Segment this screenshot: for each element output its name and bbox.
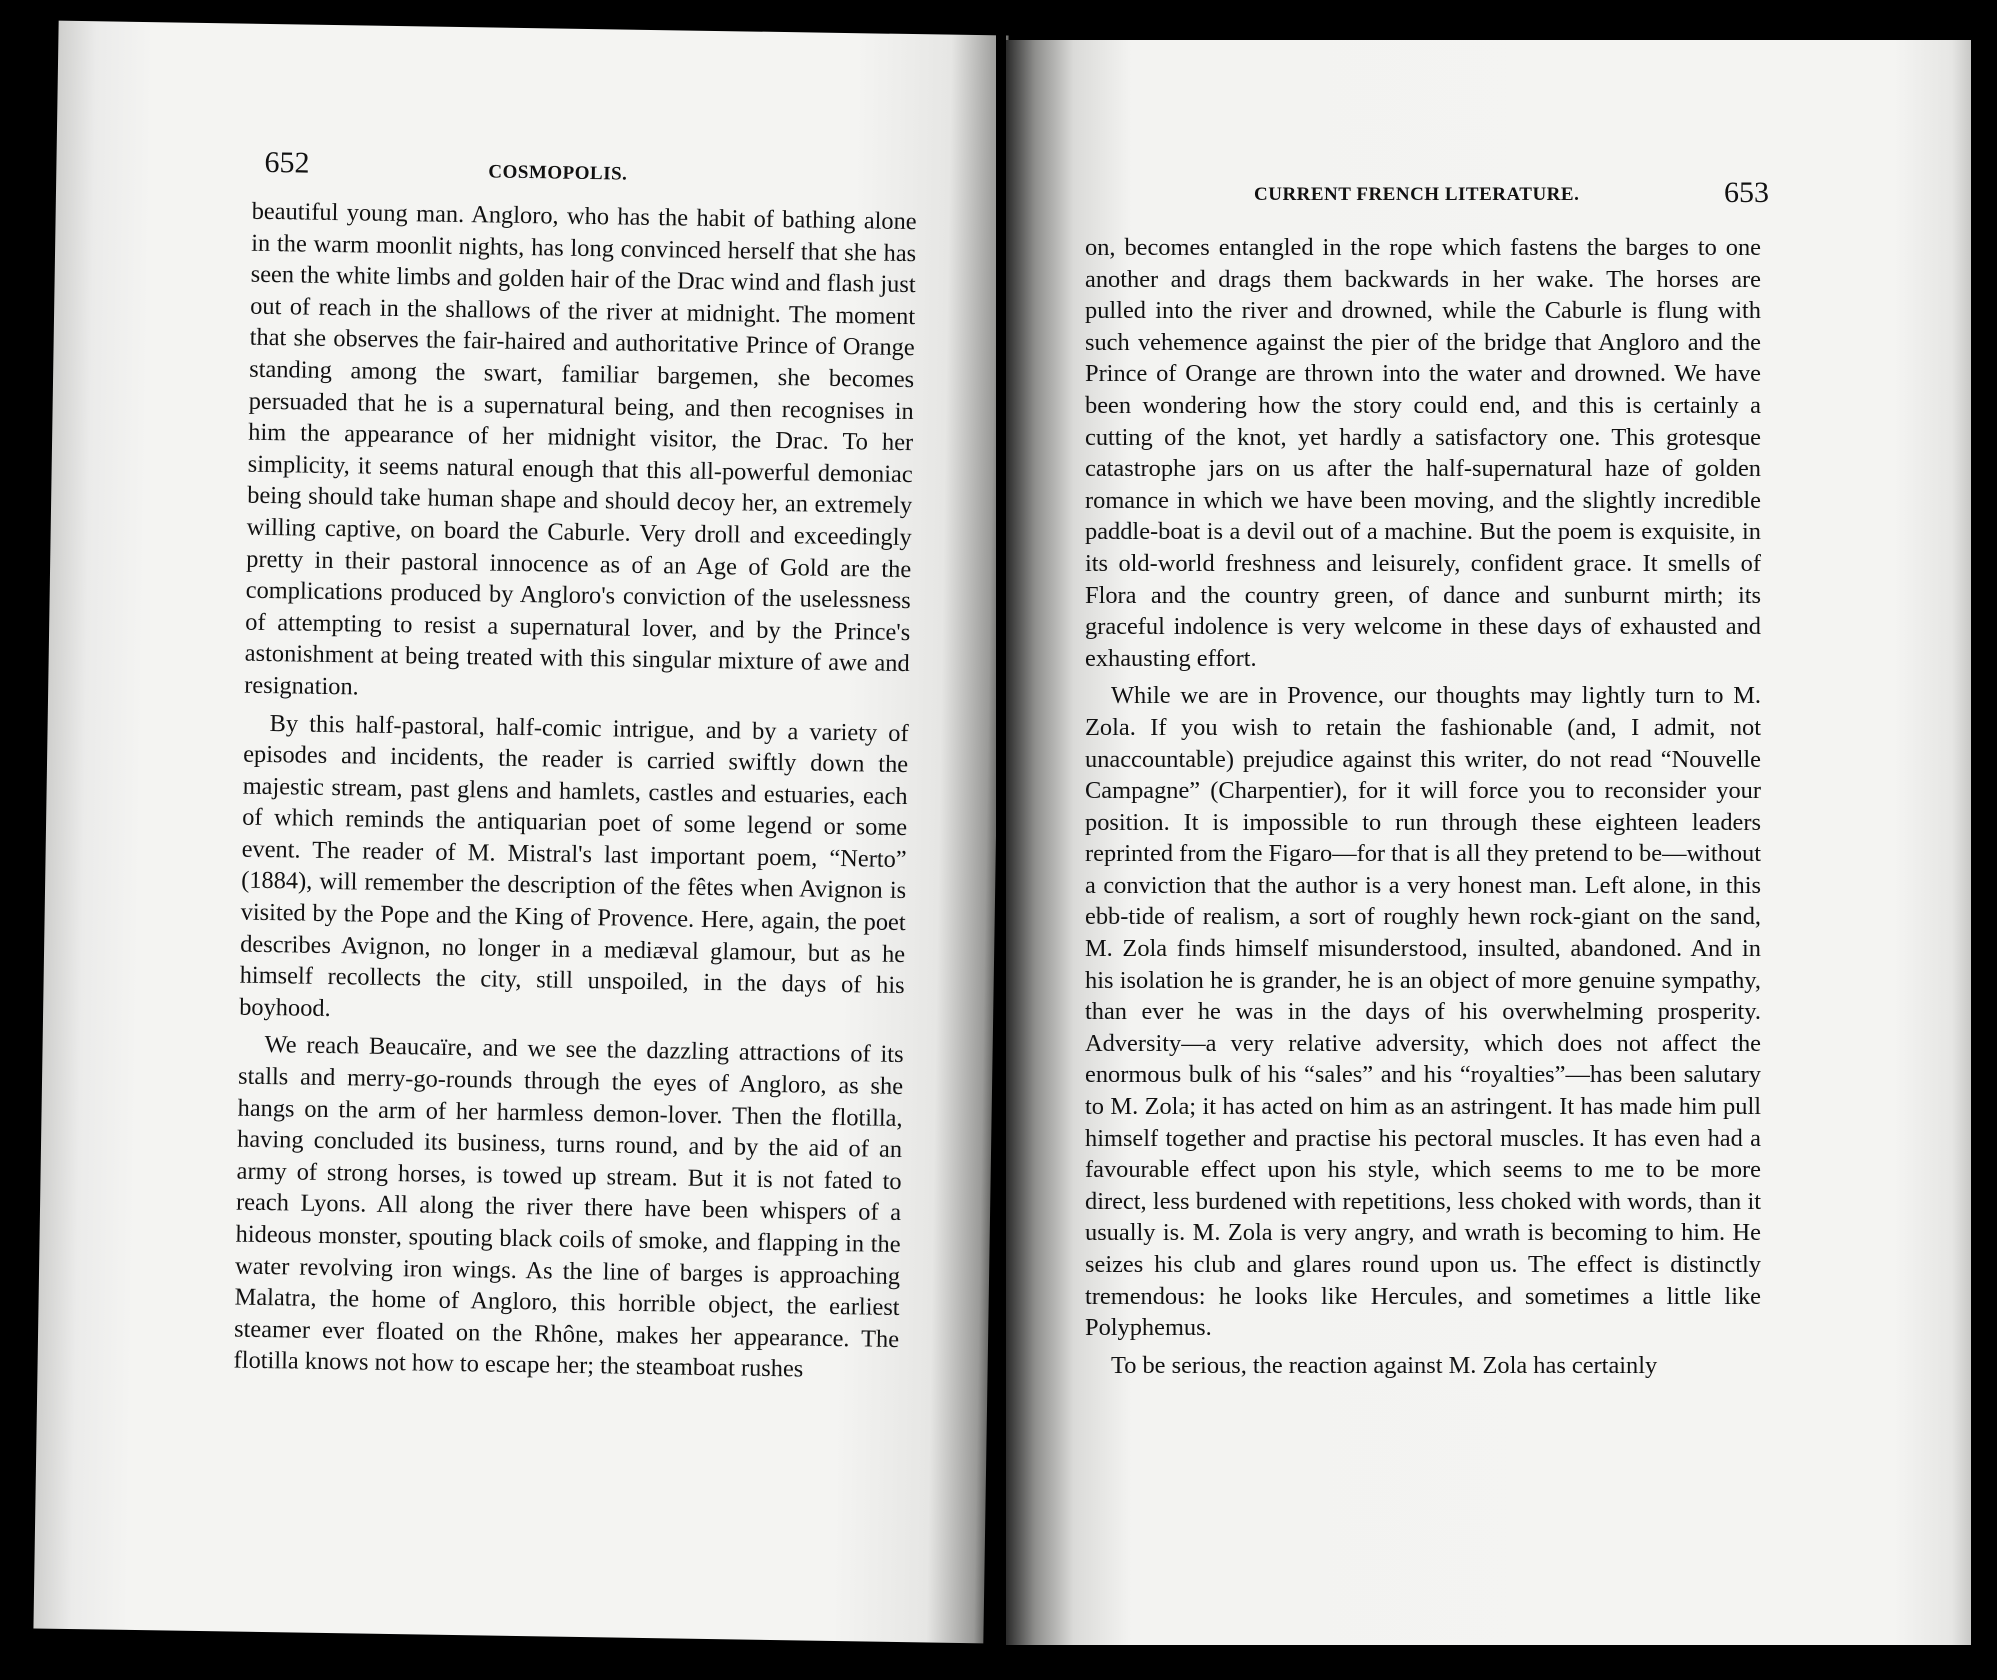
left-body-text (233, 196, 916, 1387)
book-gutter (996, 0, 1006, 1680)
right-paragraph-2: While we are in Provence, our thoughts may lightly turn to M. Zola. If you wish to retain the fashionable (and, I admit, not unaccountable) prejudice against this writer, do not read “Nouvelle Campagne” (Charpentier), for it will force you to reconsider your position. It is impossible to run through these eighteen leaders reprinted from the Figaro—for that is all they pretend to be—without a conviction that the author is a very honest man. Left alone, in this ebb-tide of realism, a sort of roughly hewn rock-giant on the sand, M. Zola finds himself misunderstood, insulted, abandoned. And in his isolation he is grander, he is an object of more genuine sympathy, than ever he was in the days of his overwhelming prosperity. Adversity—a very relative adversity, which does not affect the enormous bulk of his “sales” and his “royalties”—has been salutary to M. Zola; it has acted on him as an astringent. It has made him pull himself together and practise his pectoral muscles. It has even had a favourable effect upon his style, which seems to me to be more direct, less burdened with repetitions, less choked with words, than it usually is. M. Zola is very angry, and wrath is becoming to him. He seizes his club and glares round upon us. The effect is distinctly tremendous: he looks like Hercules, and sometimes a little like Polyphemus. (1085, 682, 1761, 1342)
right-page-number: 653 (1724, 176, 1769, 209)
left-paragraph-2: By this half-pastoral, half-comic intrigue, and by a variety of episodes and incidents, the reader is carried swiftly down the majestic stream, past glens and hamlets, castles and estuaries, each of which reminds the antiquarian poet of some legend or some event. The reader of M. Mistral's last important poem, “Nerto” (1884), will remember the description of the fêtes when Avignon is visited by the Pope and the King of Provence. Here, again, the poet describes Avignon, no longer in a mediæval glamour, but as he himself recollects the city, still unspoiled, in the days of his boyhood. (239, 709, 909, 1022)
left-page (33, 21, 1008, 1644)
left-paragraph-1: beautiful young man. Angloro, who has the habit of bathing alone in the warm moonlit nights, has long convinced herself that she has seen the white limbs and golden hair of the Drac wind and flash just out of reach in the shallows of the river at midnight. The moment that she observes the fair-haired and authoritative Prince of Orange standing among the swart, familiar bargemen, she becomes persuaded that he is a supernatural being, and then recognises in him the appearance of her midnight visitor, the Drac. To her simplicity, it seems natural enough that this all-powerful demoniac being should take human shape and should decoy her, an extremely willing captive, on board the Caburle. Very droll and exceedingly pretty in their pastoral innocence as of an Age of Gold are the complications produced by Angloro's conviction of the uselessness of attempting to resist a supernatural lover, and by the Prince's astonishment at being treated with this singular mixture of awe and resignation. (244, 197, 917, 701)
left-paragraph-3: We reach Beaucaïre, and we see the dazzling attractions of its stalls and merry-go-rounds through the eyes of Angloro, as she hangs on the arm of her harmless demon-lover. Then the flotilla, having concluded its business, turns round, and by the aid of an army of strong horses, is towed up stream. But it is not fated to reach Lyons. All along the river there have been whispers of a hideous monster, spouting black coils of smoke, and flapping in the water revolving iron wings. As the line of barges is approaching Malatra, the home of Angloro, this horrible object, the earliest steamer ever floated on the Rhône, makes her appearance. The flotilla knows not how to escape her; the steamboat rushes (233, 1031, 904, 1383)
right-paragraph-3: To be serious, the reaction against M. Zola has certainly (1111, 1351, 1658, 1379)
right-page (1006, 40, 1971, 1645)
left-running-title: COSMOPOLIS. (488, 161, 628, 185)
right-running-title: CURRENT FRENCH LITERATURE. (1254, 184, 1580, 205)
right-paragraph-1: on, becomes entangled in the rope which fastens the barges to one another and drags them backwards in her wake. The horses are pulled into the river and drowned, while the Caburle is flung with such vehemence against the pier of the bridge that Angloro and the Prince of Orange are thrown into the water and drowned. We have been wondering how the story could end, and this is certainly a cutting of the knot, yet hardly a satisfactory one. This grotesque catastrophe jars on us after the half-supernatural haze of golden romance in which we have been moving, and the slightly incredible paddle-boat is a devil out of a machine. But the poem is exquisite, in its old-world freshness and leisurely, confident grace. It smells of Flora and the country green, of dance and sunburnt mirth; its graceful indolence is very welcome in these days of exhausted and exhausting effort. (1085, 234, 1761, 672)
left-page-number: 652 (264, 145, 310, 180)
right-body-text (1085, 232, 1761, 1381)
